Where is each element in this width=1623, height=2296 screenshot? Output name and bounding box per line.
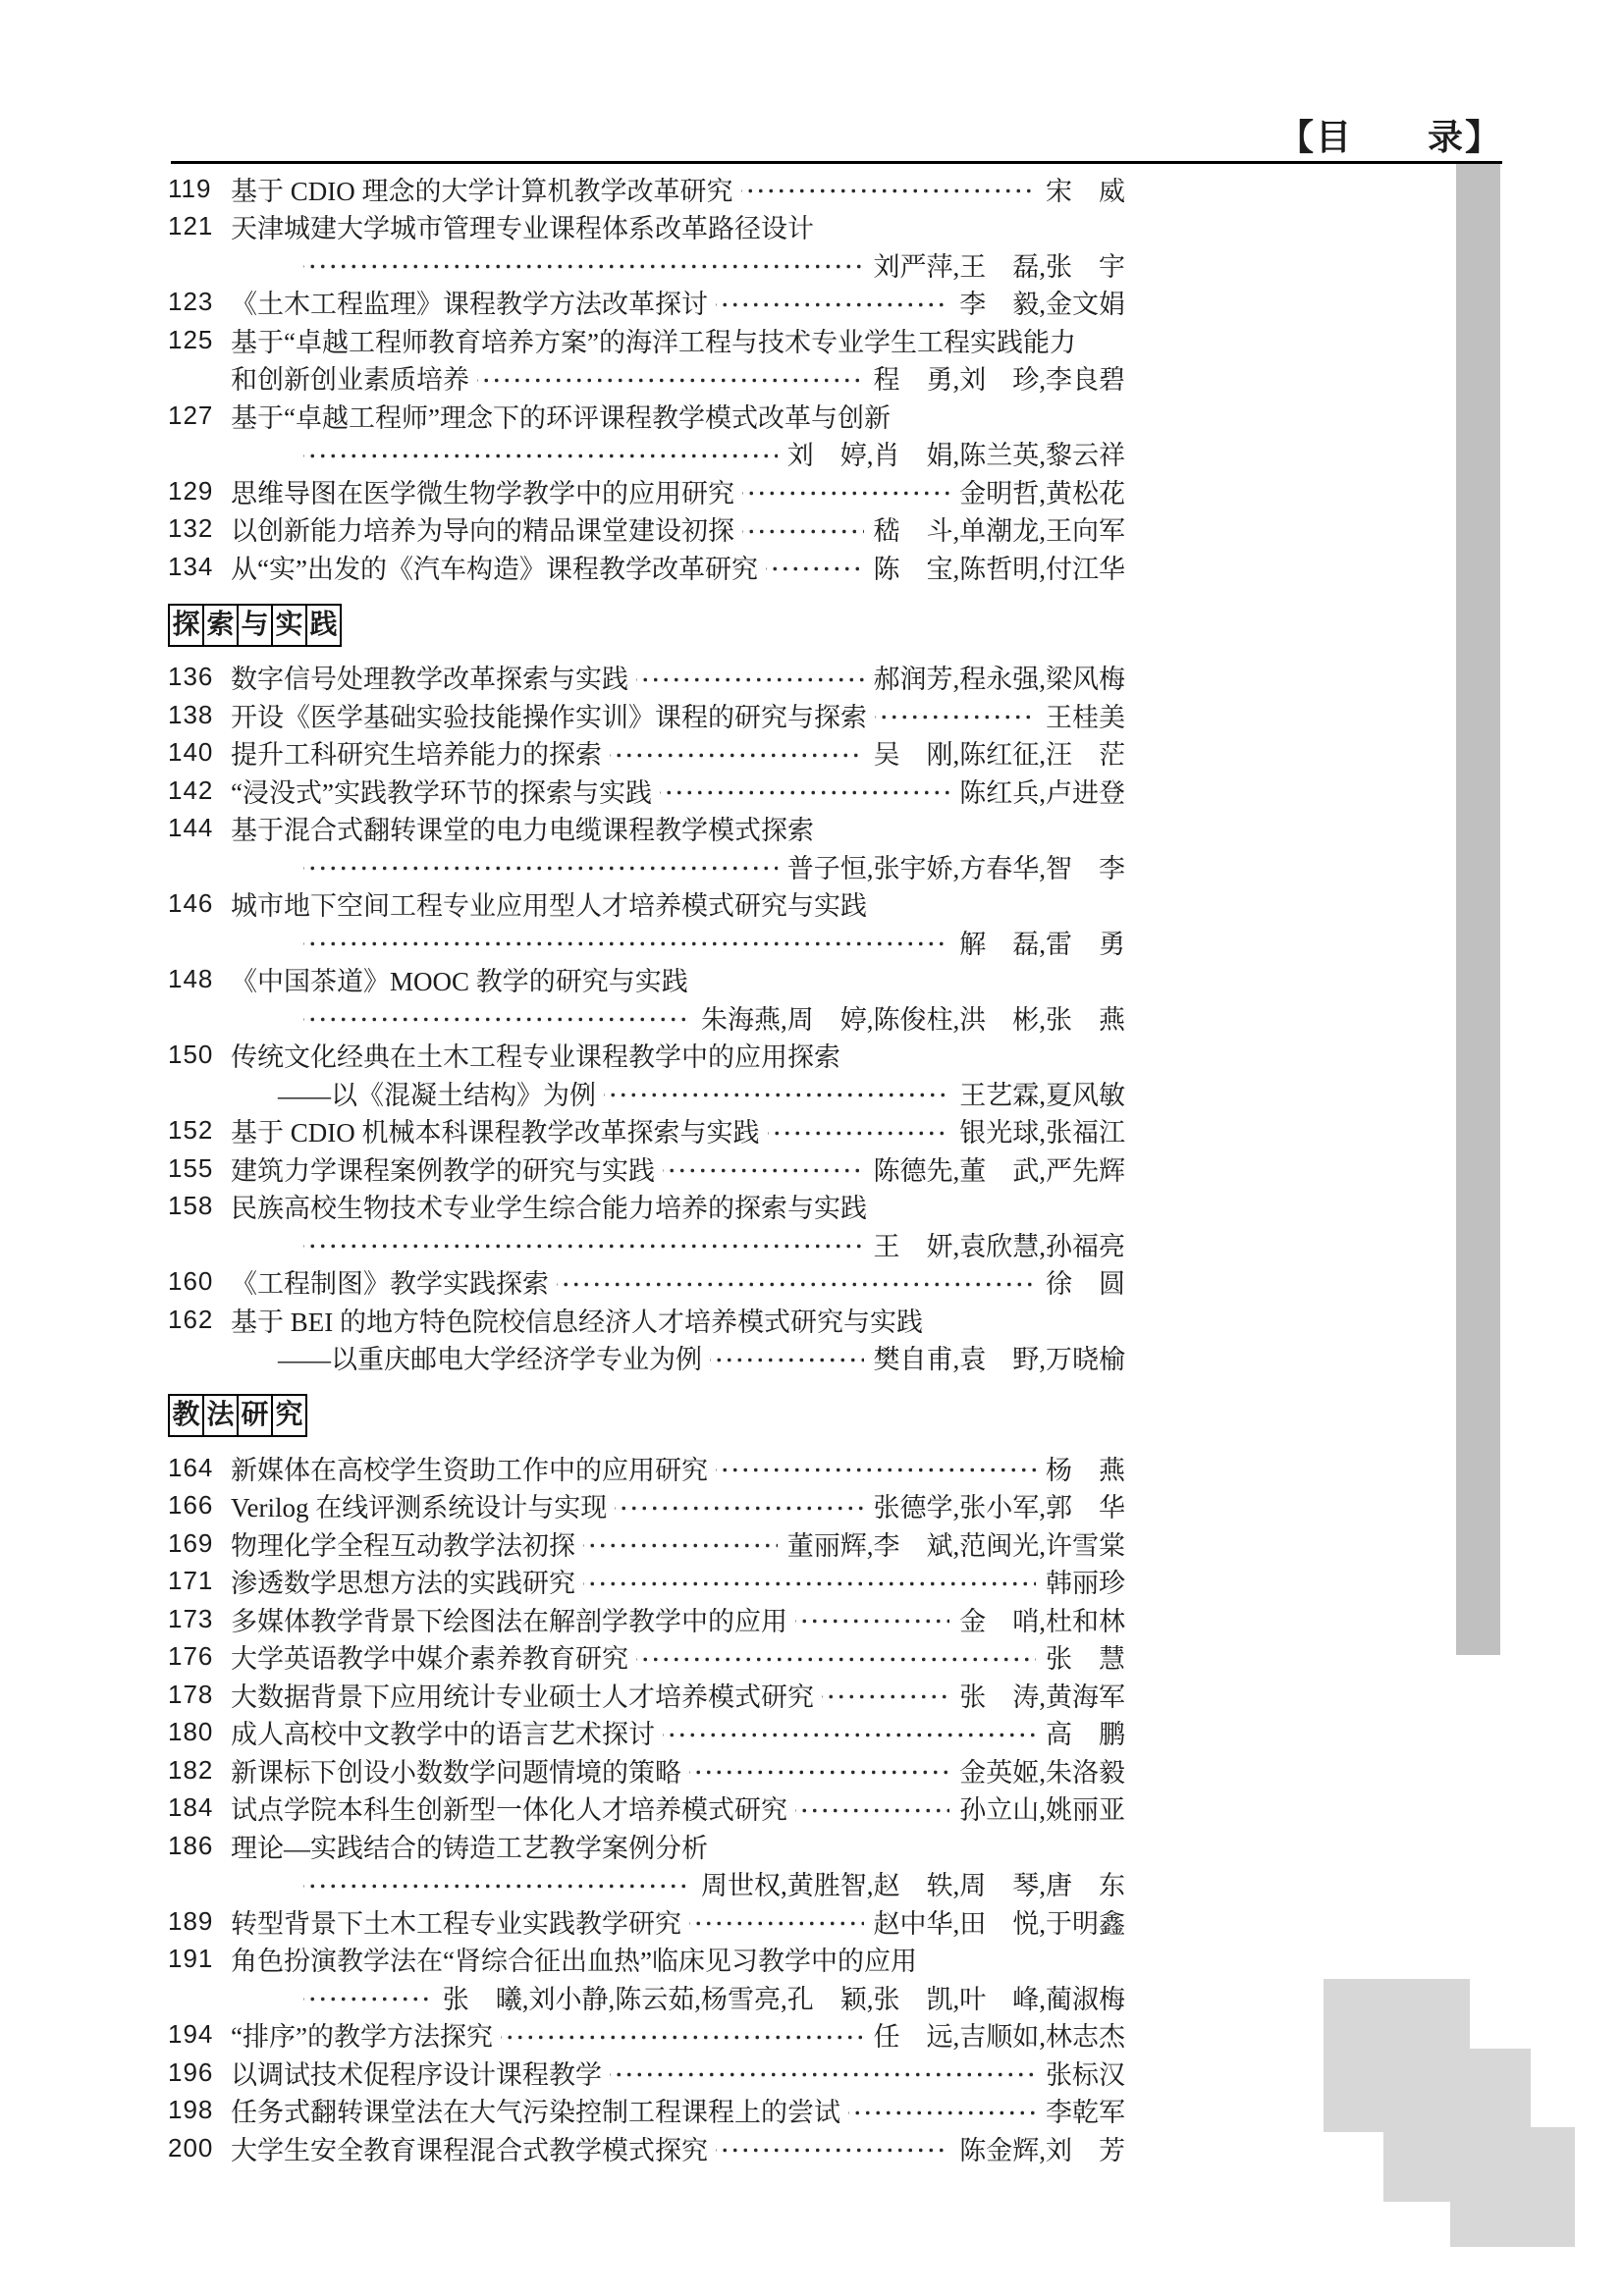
dotted-leader (741, 170, 1037, 208)
entry-authors: 郝润芳,程永强,梁风梅 (873, 665, 1125, 695)
entry-title: 理论—实践结合的铸造工艺教学案例分析 (231, 1833, 708, 1863)
entry-title: 提升工科研究生培养能力的探索 (231, 740, 602, 771)
toc-entry-line (168, 885, 1125, 924)
toc-entry-line (168, 696, 1125, 734)
page-number: 178 (168, 1679, 214, 1709)
dotted-leader (689, 1902, 864, 1941)
entry-authors: 张 涛,黄海军 (959, 1682, 1125, 1712)
entry-authors: 解 磊,雷 勇 (959, 929, 1125, 959)
entry-title: 多媒体教学背景下绘图法在解剖学教学中的应用 (231, 1606, 787, 1636)
entry-authors: 金英姬,朱洛毅 (959, 1757, 1125, 1788)
entry-authors: 王 妍,袁欣慧,孙福亮 (873, 1231, 1125, 1261)
toc-entry-line (168, 245, 1125, 284)
toc-entry-line (168, 2129, 1125, 2167)
page-number: 121 (168, 211, 214, 241)
section-header-char: 探 (168, 604, 204, 647)
toc-entry-line (168, 1037, 1125, 1075)
dotted-leader (583, 1524, 778, 1563)
toc-entry-line (168, 923, 1125, 961)
entry-title: 天津城建大学城市管理专业课程体系改革路径设计 (231, 214, 814, 244)
entry-title: 任务式翻转课堂法在大气污染控制工程课程上的尝试 (231, 2098, 840, 2128)
section-header (168, 604, 1125, 647)
entry-title: 以创新能力培养为导向的精品课堂建设初探 (231, 516, 734, 547)
entry-title: 基于“卓越工程师”理念下的环评课程教学模式改革与创新 (231, 402, 891, 433)
toc-entry-line (168, 1902, 1125, 1941)
toc-entry-line (168, 1865, 1125, 1903)
dotted-leader (710, 1339, 864, 1377)
dotted-leader (716, 284, 949, 322)
toc-entry-line (168, 1188, 1125, 1226)
corner-decoration-block-3 (1450, 2127, 1575, 2247)
entry-title: 和创新创业素质培养 (231, 365, 469, 396)
section-header-char: 与 (237, 604, 273, 647)
toc-entry-line (168, 998, 1125, 1037)
dotted-leader (303, 1225, 864, 1263)
entry-authors: 周世权,黄胜智,赵 轶,周 琴,唐 东 (701, 1871, 1125, 1901)
entry-authors: 张标汉 (1046, 2059, 1125, 2090)
dotted-leader (822, 1676, 949, 1714)
entry-authors: 韩丽珍 (1046, 1569, 1125, 1599)
entry-title: 基于 CDIO 机械本科课程教学改革探索与实践 (231, 1118, 760, 1148)
entry-authors: 刘 婷,肖 娟,陈兰英,黎云祥 (786, 441, 1125, 471)
entry-authors: 金明哲,黄松花 (959, 478, 1125, 508)
entry-title: 《土木工程监理》课程教学方法改革探讨 (231, 290, 708, 320)
toc-entry-line (168, 1301, 1125, 1339)
toc-entry-line (168, 510, 1125, 549)
dotted-leader (303, 435, 778, 473)
header-rule (171, 161, 1502, 164)
entry-authors: 樊自甫,袁 野,万晓榆 (873, 1345, 1125, 1375)
toc-entry-line (168, 1225, 1125, 1263)
entry-authors: 孙立山,姚丽亚 (959, 1795, 1125, 1826)
toc-entry-line (168, 1524, 1125, 1563)
page-number: 134 (168, 551, 214, 581)
entry-title: 新课标下创设小数数学问题情境的策略 (231, 1757, 681, 1788)
page-number: 146 (168, 888, 214, 919)
dotted-leader (663, 1714, 1036, 1752)
dotted-leader (303, 998, 691, 1037)
page-number: 191 (168, 1944, 214, 1974)
page-number: 152 (168, 1115, 214, 1146)
page-number: 171 (168, 1566, 214, 1596)
entry-title: 建筑力学课程案例教学的研究与实践 (231, 1155, 655, 1186)
entry-title: 成人高校中文教学中的语言艺术探讨 (231, 1720, 655, 1750)
section-header-char: 究 (271, 1394, 307, 1437)
dotted-leader (636, 659, 864, 697)
page-number: 119 (168, 173, 212, 203)
toc-entry-line (168, 1600, 1125, 1638)
entry-authors: 宋 威 (1046, 176, 1125, 206)
dotted-leader (716, 2129, 949, 2167)
entry-title: 试点学院本科生创新型一体化人才培养模式研究 (231, 1795, 787, 1826)
entry-title: 转型背景下土木工程专业实践教学研究 (231, 1908, 681, 1939)
toc-entry-line (168, 208, 1125, 246)
entry-title: 从“实”出发的《汽车构造》课程教学改革研究 (231, 554, 758, 584)
dotted-leader (303, 923, 949, 961)
entry-authors: 朱海燕,周 婷,陈俊柱,洪 彬,张 燕 (701, 1004, 1125, 1035)
entry-title: 物理化学全程互动教学法初探 (231, 1530, 575, 1561)
dotted-leader (768, 1112, 950, 1150)
page-number: 166 (168, 1490, 214, 1521)
dotted-leader (795, 1600, 949, 1638)
toc-entry-line (168, 772, 1125, 810)
entry-title: 开设《医学基础实验技能操作实训》课程的研究与探索 (231, 702, 867, 732)
dotted-leader (303, 847, 778, 885)
entry-title: 基于 CDIO 理念的大学计算机教学改革研究 (231, 176, 733, 206)
entry-authors: 陈德先,董 武,严先辉 (873, 1155, 1125, 1186)
toc-entry-line (168, 1263, 1125, 1302)
entry-authors: 王桂美 (1046, 702, 1125, 732)
toc-entry-line (168, 961, 1125, 999)
entry-authors: 张 曦,刘小静,陈云茹,杨雪亮,孔 颖,张 凯,叶 峰,蔺淑梅 (442, 1984, 1125, 2014)
dotted-leader (663, 1149, 864, 1188)
page-number: 184 (168, 1792, 214, 1823)
toc-entry-line (168, 1941, 1125, 1979)
entry-title: 《中国茶道》MOOC 教学的研究与实践 (231, 967, 688, 997)
entry-title: 城市地下空间工程专业应用型人才培养模式研究与实践 (231, 891, 867, 922)
entry-authors: 赵中华,田 悦,于明鑫 (873, 1908, 1125, 1939)
page-number: 138 (168, 699, 214, 729)
entry-subtitle: ——以《混凝土结构》为例 (278, 1080, 596, 1110)
toc-entry-line (168, 1978, 1125, 2016)
entry-authors: 陈 宝,陈哲明,付江华 (873, 554, 1125, 584)
toc-entry-line (168, 2016, 1125, 2055)
toc-entry-line (168, 1449, 1125, 1487)
entry-authors: 张德学,张小军,郭 华 (873, 1493, 1125, 1523)
dotted-leader (604, 1074, 949, 1112)
section-header-char: 研 (237, 1394, 273, 1437)
entry-title: 《工程制图》教学实践探索 (231, 1269, 549, 1300)
dotted-leader (689, 1751, 949, 1789)
toc-entry-line (168, 2092, 1125, 2130)
entry-title: 大数据背景下应用统计专业硕士人才培养模式研究 (231, 1682, 814, 1712)
entry-authors: 王艺霖,夏风敏 (959, 1080, 1125, 1110)
page-number: 189 (168, 1905, 214, 1936)
entry-authors: 金 哨,杜和林 (959, 1606, 1125, 1636)
page-number: 150 (168, 1040, 214, 1070)
entry-title: 基于混合式翻转课堂的电力电缆课程教学模式探索 (231, 816, 814, 846)
entry-authors: 李 毅,金文娟 (959, 290, 1125, 320)
entry-title: 基于“卓越工程师教育培养方案”的海洋工程与技术专业学生工程实践能力 (231, 327, 1076, 357)
section-header-char: 法 (202, 1394, 239, 1437)
page-number: 180 (168, 1717, 214, 1747)
entry-title: 以调试技术促程序设计课程教学 (231, 2059, 602, 2090)
toc-entry-line (168, 1827, 1125, 1865)
page-number: 196 (168, 2056, 214, 2087)
dotted-leader (660, 772, 949, 810)
page-number: 169 (168, 1527, 214, 1558)
toc-entry-line (168, 2054, 1125, 2092)
toc-entry-line (168, 847, 1125, 885)
dotted-leader (501, 2016, 864, 2055)
dotted-leader (583, 1563, 1036, 1601)
entry-authors: 程 勇,刘 珍,李良碧 (873, 365, 1125, 396)
page-number: 148 (168, 964, 214, 994)
page-title: 【目 录】 (1277, 118, 1502, 157)
dotted-leader (742, 510, 864, 549)
entry-authors: 杨 燕 (1046, 1455, 1125, 1485)
toc-entry-line (168, 435, 1125, 473)
entry-authors: 徐 圆 (1046, 1269, 1125, 1300)
entry-title: 民族高校生物技术专业学生综合能力培养的探索与实践 (231, 1194, 867, 1224)
entry-title: “排序”的教学方法探究 (231, 2022, 493, 2053)
entry-authors: 嵇 斗,单潮龙,王向军 (873, 516, 1125, 547)
dotted-leader (742, 472, 949, 510)
entry-authors: 银光球,张福江 (959, 1118, 1125, 1148)
toc-entry-line (168, 659, 1125, 697)
toc-entry-line (168, 734, 1125, 773)
page-number: 173 (168, 1603, 214, 1633)
entry-title: 数字信号处理教学改革探索与实践 (231, 665, 628, 695)
toc-entry-line (168, 1751, 1125, 1789)
page-number: 164 (168, 1452, 214, 1482)
toc-entry-line (168, 548, 1125, 586)
page-number: 125 (168, 324, 214, 354)
toc-entry-line (168, 1149, 1125, 1188)
entry-title: 大学英语教学中媒介素养教育研究 (231, 1644, 628, 1675)
entry-title: 基于 BEI 的地方特色院校信息经济人才培养模式研究与实践 (231, 1307, 923, 1337)
entry-authors: 陈红兵,卢进登 (959, 777, 1125, 808)
toc-entry-line (168, 472, 1125, 510)
page-number: 176 (168, 1641, 214, 1672)
toc-entry-line (168, 1487, 1125, 1525)
page-number: 144 (168, 813, 214, 843)
toc-entry-line (168, 1339, 1125, 1377)
entry-title: 角色扮演教学法在“肾综合征出血热”临床见习教学中的应用 (231, 1947, 917, 1977)
page-number: 200 (168, 2132, 214, 2163)
toc-entry-line (168, 397, 1125, 435)
page-number: 186 (168, 1830, 214, 1860)
page-number: 136 (168, 662, 214, 692)
page-number: 127 (168, 400, 214, 430)
entry-title: 新媒体在高校学生资助工作中的应用研究 (231, 1455, 708, 1485)
toc-entry-line (168, 359, 1125, 398)
entry-subtitle: ——以重庆邮电大学经济学专业为例 (278, 1345, 702, 1375)
entry-title: 思维导图在医学微生物学教学中的应用研究 (231, 478, 734, 508)
table-of-contents (168, 170, 1125, 2167)
dotted-leader (303, 1865, 691, 1903)
toc-entry-line (168, 1676, 1125, 1714)
page-number: 140 (168, 737, 214, 768)
dotted-leader (848, 2092, 1036, 2130)
dotted-leader (716, 1449, 1036, 1487)
toc-entry-line (168, 170, 1125, 208)
entry-authors: 张 慧 (1046, 1644, 1125, 1675)
entry-authors: 董丽辉,李 斌,范闽光,许雪棠 (786, 1530, 1125, 1561)
entry-authors: 陈金辉,刘 芳 (959, 2135, 1125, 2165)
section-header (168, 1394, 1125, 1437)
dotted-leader (636, 1638, 1036, 1677)
entry-title: 渗透数学思想方法的实践研究 (231, 1569, 575, 1599)
dotted-leader (477, 359, 864, 398)
page-number: 160 (168, 1266, 214, 1297)
section-header-char: 教 (168, 1394, 204, 1437)
dotted-leader (795, 1789, 949, 1828)
page-number: 182 (168, 1754, 214, 1785)
toc-entry-line (168, 810, 1125, 848)
entry-title: 大学生安全教育课程混合式教学模式探究 (231, 2135, 708, 2165)
page-number: 129 (168, 475, 214, 506)
page-number: 155 (168, 1152, 214, 1183)
page-number: 198 (168, 2095, 214, 2125)
page-number: 142 (168, 774, 214, 805)
entry-authors: 刘严萍,王 磊,张 宇 (873, 251, 1125, 282)
entry-authors: 吴 刚,陈红征,汪 茫 (873, 740, 1125, 771)
section-header-char: 实 (271, 604, 307, 647)
entry-authors: 普子恒,张宇娇,方春华,智 李 (786, 853, 1125, 883)
entry-title: “浸没式”实践教学环节的探索与实践 (231, 777, 652, 808)
toc-entry-line (168, 1789, 1125, 1828)
entry-title: 传统文化经典在土木工程专业课程教学中的应用探索 (231, 1042, 840, 1073)
dotted-leader (610, 734, 864, 773)
page-number: 194 (168, 2019, 214, 2050)
dotted-leader (610, 2054, 1036, 2092)
page-number: 132 (168, 513, 214, 544)
toc-entry-line (168, 1563, 1125, 1601)
toc-entry-line (168, 1714, 1125, 1752)
toc-entry-line (168, 284, 1125, 322)
section-header-char: 践 (305, 604, 342, 647)
entry-authors: 任 远,吉顺如,林志杰 (873, 2022, 1125, 2053)
toc-entry-line (168, 1074, 1125, 1112)
entry-authors: 高 鹏 (1046, 1720, 1125, 1750)
dotted-leader (303, 1978, 433, 2016)
right-margin-decoration-bar (1456, 164, 1500, 1655)
section-header-char: 索 (202, 604, 239, 647)
entry-authors: 李乾军 (1046, 2098, 1125, 2128)
page-number: 123 (168, 287, 214, 317)
toc-entry-line (168, 1112, 1125, 1150)
page-number: 162 (168, 1304, 214, 1334)
dotted-leader (875, 696, 1036, 734)
entry-title: Verilog 在线评测系统设计与实现 (231, 1493, 608, 1523)
dotted-leader (303, 245, 864, 284)
dotted-leader (766, 548, 864, 586)
toc-entry-line (168, 1638, 1125, 1677)
dotted-leader (615, 1487, 863, 1525)
dotted-leader (557, 1263, 1036, 1302)
page-number: 158 (168, 1191, 214, 1221)
toc-entry-line (168, 321, 1125, 359)
